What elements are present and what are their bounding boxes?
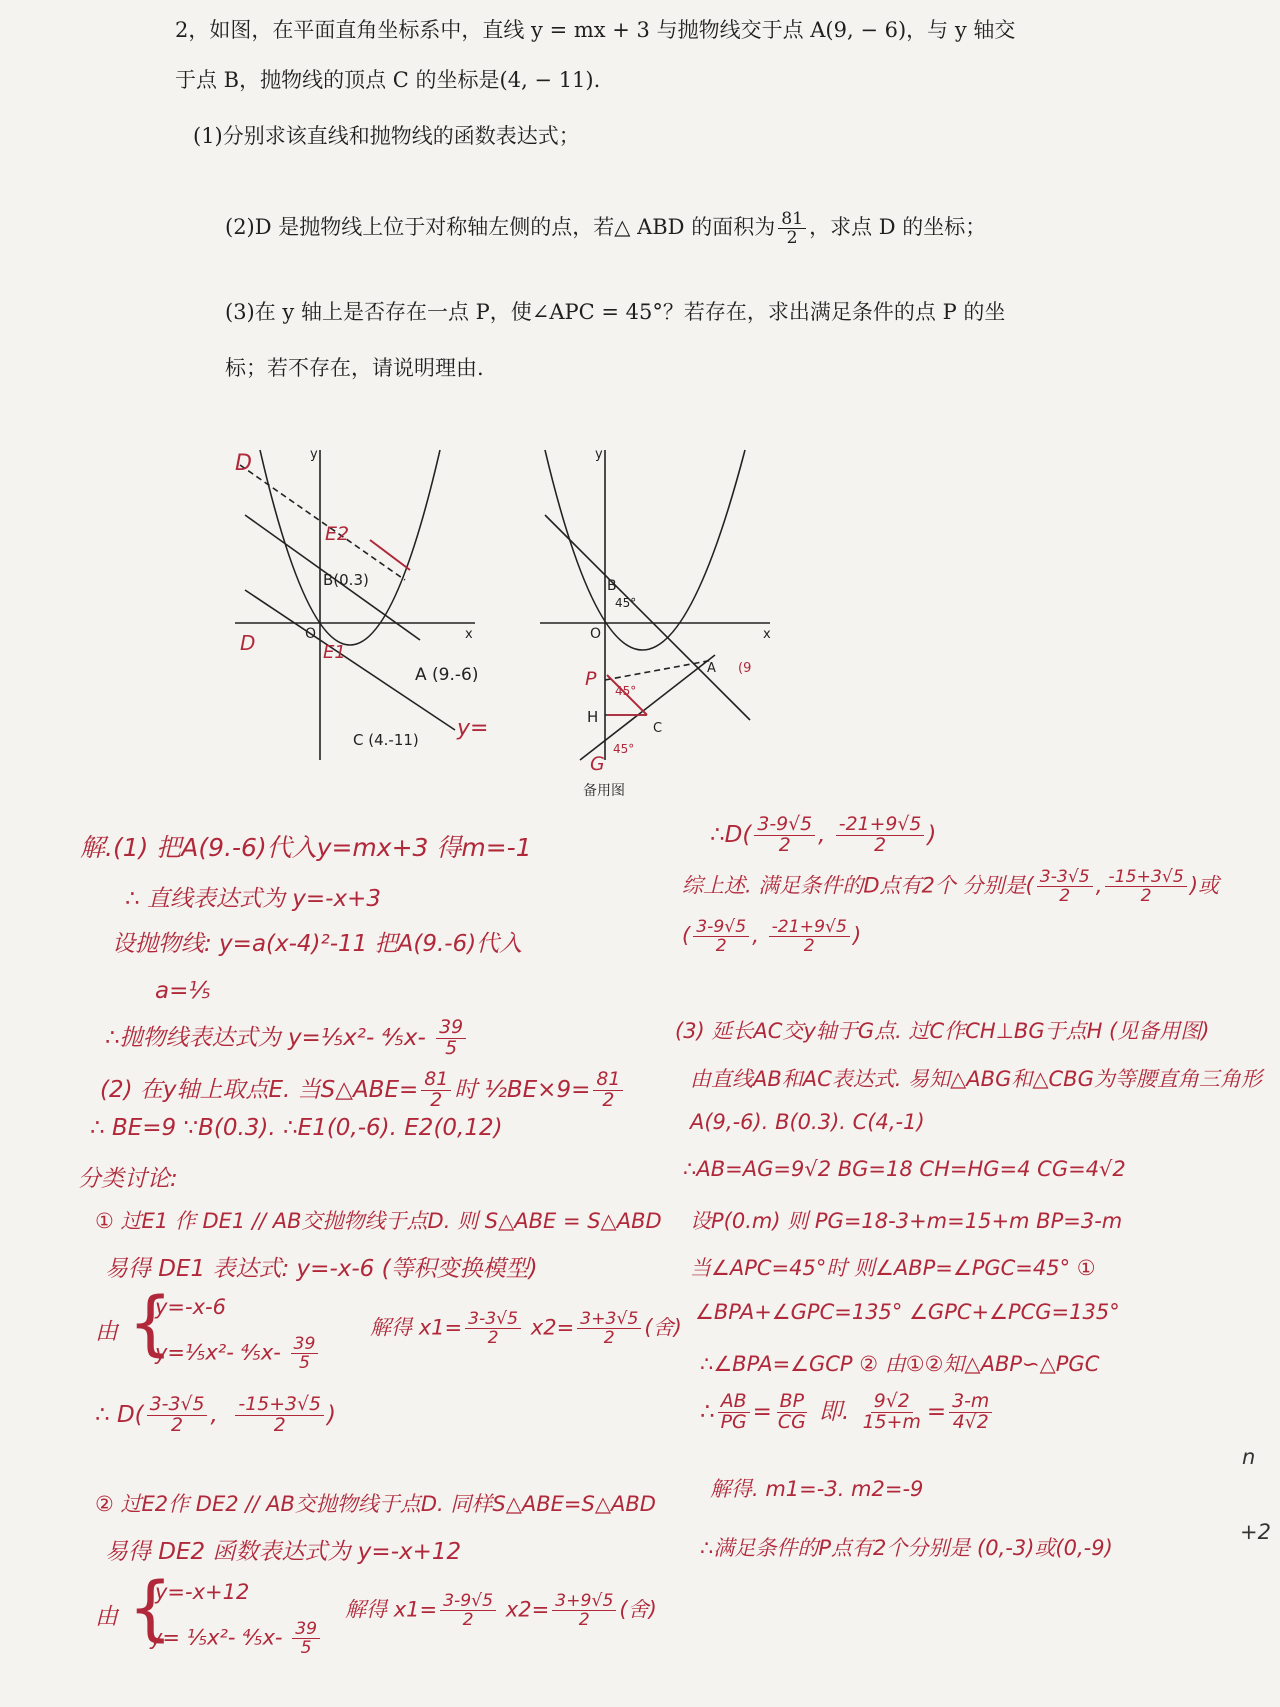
question-2-tail: ，求点 D 的坐标； xyxy=(809,215,987,240)
question-2 xyxy=(225,210,986,247)
sol-left-system-2-solution: 解得 x1= $\frac{3-9√5}{2}$ x2= $\frac{3+9√5}{2}$ (舍) xyxy=(345,1591,657,1631)
problem-line-2: 于点 B，抛物线的顶点 C 的坐标是(4, − 11). xyxy=(175,68,601,92)
fig2-label-b: B xyxy=(607,578,617,594)
problem-line-1: 2，如图，在平面直角坐标系中，直线 y = mx + 3 与抛物线交于点 A(9, − 6)，与 y 轴交 xyxy=(175,18,1016,42)
sol-left-14: 易得 DE2 函数表达式为 y=-x+12 xyxy=(105,1539,462,1565)
fig2-label-h: H xyxy=(587,708,599,726)
sol-left-system-2-eq2: y= ⅕x²- ⅘x- $\frac{39}{5}$ xyxy=(150,1620,323,1657)
figure-1 xyxy=(225,440,505,770)
fig1-label-a: A (9.-6) xyxy=(415,665,479,685)
figure-2 xyxy=(535,440,795,800)
fig1-label-e2: E2 xyxy=(325,523,350,545)
sol-right-1: ∴D( $\frac{3-9√5}{2}$ , $\frac{-21+9√5}{2}$ ) xyxy=(710,813,937,856)
sol-right-9: 当∠APC=45°时 则∠ABP=∠PGC=45° ① xyxy=(690,1256,1096,1280)
fig1-label-y-eq: y= xyxy=(457,716,489,741)
fig2-label-a: A xyxy=(707,661,716,676)
sol-left-system-1-eq2: y=⅕x²- ⅘x- $\frac{39}{5}$ xyxy=(155,1335,321,1372)
fig1-line-de1 xyxy=(245,590,455,730)
fig2-label-angle-g: 45° xyxy=(613,742,635,756)
fig1-label-x: x xyxy=(465,627,473,642)
sol-left-system-1-solution: 解得 x1= $\frac{3-3√5}{2}$ x2= $\frac{3+3√5}{2}$ (舍) xyxy=(370,1309,682,1349)
fig2-label-angle-p: 45° xyxy=(615,684,637,698)
question-2-fraction: $\frac{81}{2}$ xyxy=(778,210,806,247)
sol-right-4: (3) 延长AC交y轴于G点. 过C作CH⊥BG于点H (见备用图) xyxy=(675,1019,1210,1043)
fig2-label-c: C xyxy=(653,721,663,736)
question-2-text: (2)D 是抛物线上位于对称轴左侧的点，若△ ABD 的面积为 xyxy=(225,215,776,240)
fig1-label-b: B(0.3) xyxy=(323,571,369,589)
fig1-label-o: O xyxy=(305,626,317,642)
fig2-label-y: y xyxy=(595,447,603,462)
sol-left-13: ② 过E2作 DE2 // AB交抛物线于点D. 同样S△ABE=S△ABD xyxy=(95,1492,656,1516)
sol-right-13: 解得. m1=-3. m2=-9 xyxy=(710,1477,924,1501)
fig1-label-c: C (4.-11) xyxy=(353,731,419,749)
fig1-parabola xyxy=(260,450,440,645)
fig2-line-ag xyxy=(580,655,715,760)
sol-left-2: ∴ 直线表达式为 y=-x+3 xyxy=(125,886,381,912)
fig2-label-angle-b: 45° xyxy=(615,596,637,610)
sol-right-3: ( $\frac{3-9√5}{2}$ , $\frac{-21+9√5}{2}$ ) xyxy=(682,917,862,957)
fig2-caption: 备用图 xyxy=(583,783,625,799)
fig1-line-de2 xyxy=(240,465,405,580)
sol-left-system-1-you: 由 xyxy=(95,1319,118,1345)
question-3-line-1: (3)在 y 轴上是否存在一点 P，使∠APC = 45°？若存在，求出满足条件的点 P 的坐 xyxy=(225,300,1006,324)
sol-right-11: ∴∠BPA=∠GCP ② 由①②知△ABP∽△PGC xyxy=(700,1352,1100,1376)
sol-right-8: 设P(0.m) 则 PG=18-3+m=15+m BP=3-m xyxy=(690,1209,1123,1233)
fig1-label-d-left: D xyxy=(240,631,256,655)
sol-left-9: ① 过E1 作 DE1 // AB交抛物线于点D. 则 S△ABE = S△ABD xyxy=(95,1209,662,1233)
sol-left-d1: ∴ D( $\frac{3-3√5}{2}$ , $\frac{-15+3√5}{2}$ ) xyxy=(95,1393,337,1436)
margin-mark-2: +2 xyxy=(1240,1520,1271,1544)
fig1-label-e1: E1 xyxy=(323,642,346,663)
sol-right-2: 综上述. 满足条件的D点有2个 分别是( $\frac{3-3√5}{2}$ , $\frac{-15+3√5}{2}$ )或 xyxy=(682,867,1220,907)
sol-right-10: ∠BPA+∠GPC=135° ∠GPC+∠PCG=135° xyxy=(695,1300,1120,1324)
sol-right-6: A(9,-6). B(0.3). C(4,-1) xyxy=(690,1110,925,1134)
sol-left-5: ∴抛物线表达式为 y=⅕x²- ⅘x- $\frac{39}{5}$ xyxy=(105,1018,469,1059)
sol-left-1: 解.(1) 把A(9.-6)代入y=mx+3 得m=-1 xyxy=(80,833,532,862)
sol-left-system-2-brace: { xyxy=(128,1567,173,1649)
sol-right-7: ∴AB=AG=9√2 BG=18 CH=HG=4 CG=4√2 xyxy=(683,1157,1126,1181)
sol-left-system-1-eq1: y=-x-6 xyxy=(155,1295,226,1319)
fig2-line-ab xyxy=(545,515,750,720)
sol-right-12: ∴ $\frac{AB}{PG}$ = $\frac{BP}{CG}$ 即. $\frac{9√2}{15+m}$ = $\frac{3-m}{4√2}$ xyxy=(700,1392,995,1433)
sol-left-system-1-brace: { xyxy=(128,1282,173,1364)
sol-left-8: 分类讨论: xyxy=(78,1166,178,1192)
sol-left-4: a=⅕ xyxy=(155,978,211,1004)
sol-right-5: 由直线AB和AC表达式. 易知△ABG和△CBG为等腰直角三角形 xyxy=(690,1067,1262,1091)
sol-left-system-2-eq1: y=-x+12 xyxy=(155,1580,250,1604)
fig1-red-segment xyxy=(370,540,410,570)
margin-mark-1: n xyxy=(1242,1445,1256,1469)
question-3-line-2: 标；若不存在，请说明理由. xyxy=(225,356,484,380)
question-1: (1)分别求该直线和抛物线的函数表达式； xyxy=(193,124,580,148)
sol-left-3: 设抛物线: y=a(x-4)²-11 把A(9.-6)代入 xyxy=(112,931,523,957)
fig2-label-o: O xyxy=(590,626,602,642)
fig1-label-d-top: D xyxy=(235,451,252,476)
sol-right-14: ∴满足条件的P点有2个分别是 (0,-3)或(0,-9) xyxy=(700,1536,1113,1560)
fig1-label-y: y xyxy=(310,447,318,462)
fig2-parabola xyxy=(545,450,745,650)
sol-left-system-2-you: 由 xyxy=(95,1604,118,1630)
fig2-label-g: G xyxy=(590,753,605,775)
sol-left-6: (2) 在y轴上取点E. 当S△ABE= $\frac{81}{2}$ 时 ½BE×9= $\frac{81}{2}$ xyxy=(100,1070,626,1111)
fig2-label-x: x xyxy=(763,627,771,642)
fig2-label-p: P xyxy=(585,668,597,690)
fig2-label-a-extra: (9 xyxy=(738,661,752,676)
sol-left-7: ∴ BE=9 ∵B(0.3). ∴E1(0,-6). E2(0,12) xyxy=(90,1115,503,1141)
sol-left-10: 易得 DE1 表达式: y=-x-6 (等积变换模型) xyxy=(105,1256,538,1282)
